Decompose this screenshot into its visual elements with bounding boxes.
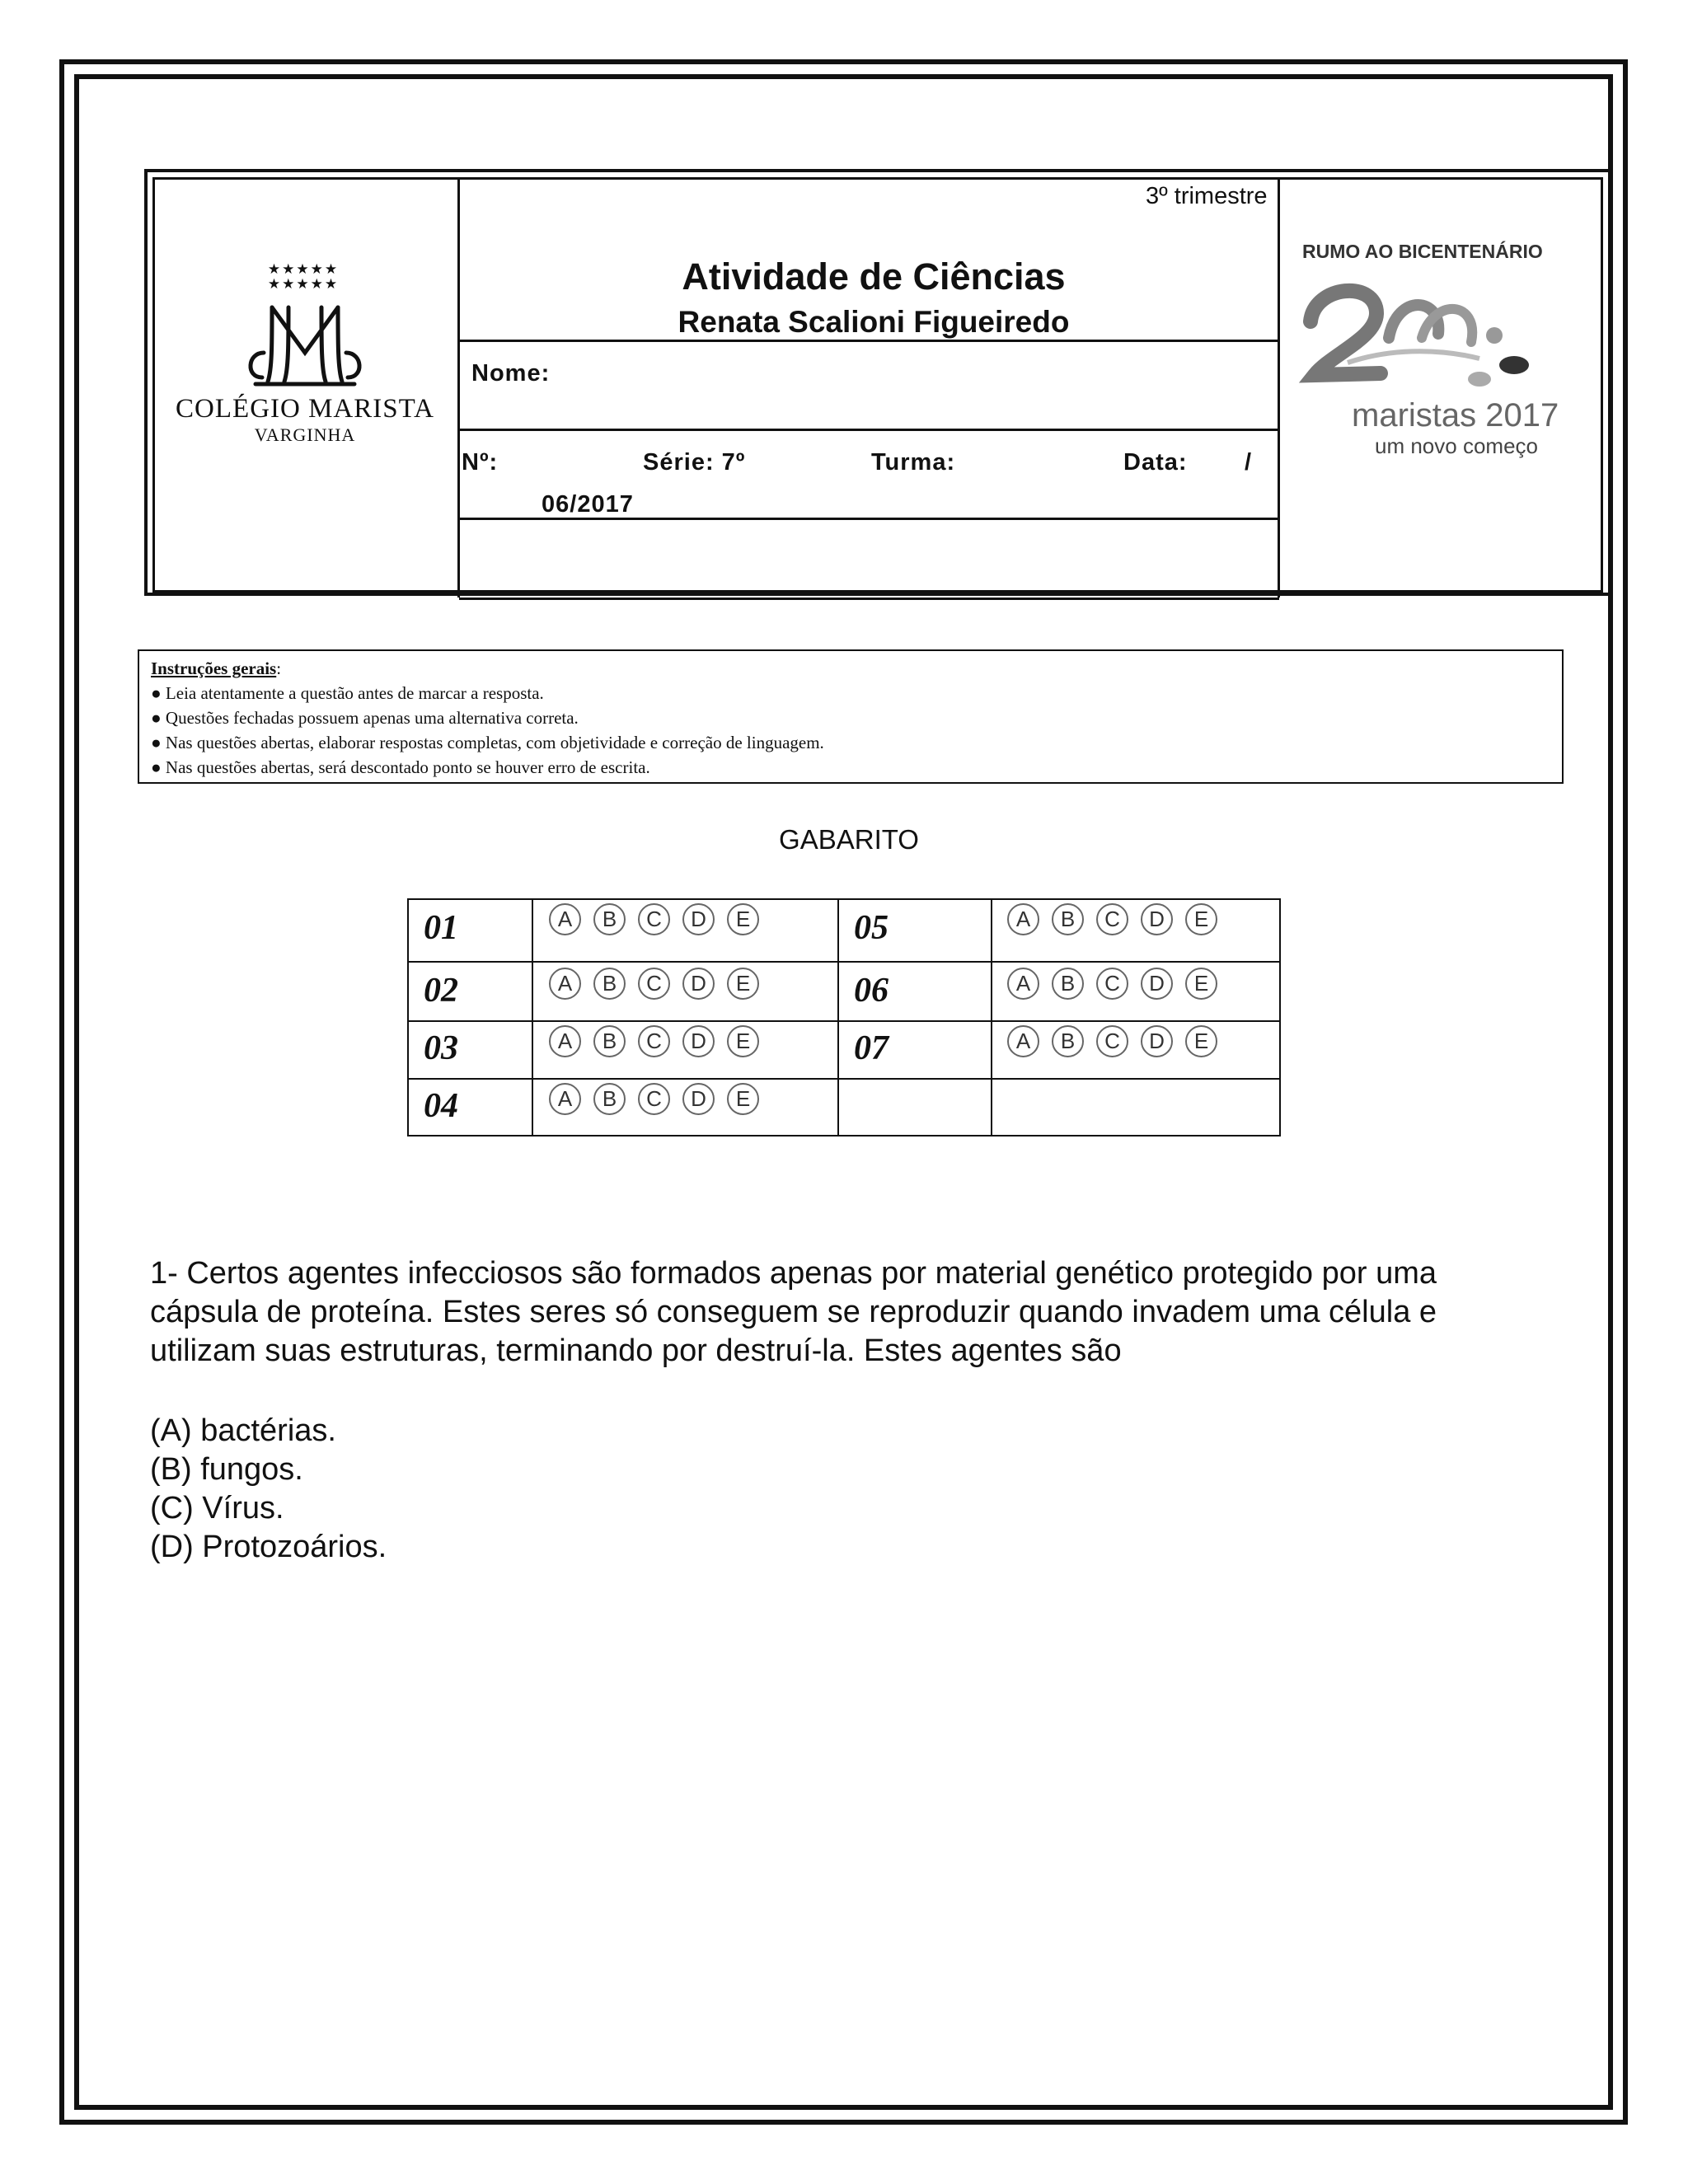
answer-bubble[interactable]: C [638, 968, 670, 1000]
instructions-title: Instruções gerais [151, 658, 277, 678]
answer-bubble[interactable]: E [727, 903, 759, 935]
header-divider-right [1278, 177, 1280, 598]
answer-bubble[interactable]: A [549, 903, 581, 935]
answer-bubble[interactable]: B [593, 1025, 626, 1057]
school-name: COLÉGIO MARISTA [176, 394, 434, 424]
answer-bubble[interactable]: A [1007, 1025, 1039, 1057]
answer-bubble[interactable]: D [1141, 968, 1173, 1000]
answer-bubble[interactable]: B [1052, 903, 1084, 935]
maristas-2017: maristas 2017 [1352, 397, 1559, 434]
data-slash: / [1245, 449, 1252, 476]
question-1-options [150, 1412, 387, 1567]
logo-stars: ★★★★★ ★★★★★ [267, 261, 340, 292]
instruction-item: ● Questões fechadas possuem apenas uma alternativa correta. [151, 708, 579, 728]
answer-bubbles-01 [549, 903, 759, 935]
date-value: 06/2017 [542, 491, 634, 518]
answer-bubbles-05 [1007, 903, 1217, 935]
instructions-title-line: Instruções gerais: [151, 658, 282, 678]
bicentenario-caption: RUMO AO BICENTENÁRIO [1302, 241, 1543, 262]
slogan: um novo começo [1375, 434, 1538, 458]
header-rule-5 [459, 598, 1279, 600]
answer-bubble[interactable]: A [1007, 903, 1039, 935]
answer-bubble[interactable]: A [549, 1083, 581, 1115]
answer-bubble[interactable]: B [593, 1083, 626, 1115]
question-option[interactable]: (C) Vírus. [150, 1491, 284, 1526]
school-city: VARGINHA [254, 424, 356, 445]
grid-hline [409, 1078, 1279, 1080]
instruction-item: ● Nas questões abertas, será descontado ponto se houver erro de escrita. [151, 757, 650, 777]
marista-monogram-icon [239, 295, 371, 394]
grid-vline [991, 900, 992, 1135]
answer-bubble[interactable]: D [682, 903, 715, 935]
answer-bubble[interactable]: A [1007, 968, 1039, 1000]
numero-field-label: Nº: [462, 449, 499, 476]
question-number: 02 [424, 972, 458, 1010]
answer-bubble[interactable]: D [1141, 903, 1173, 935]
grid-vline [837, 900, 839, 1135]
question-number: 04 [424, 1087, 458, 1125]
answer-bubble[interactable]: B [593, 968, 626, 1000]
answer-bubble[interactable]: C [638, 1025, 670, 1057]
instruction-item: ● Nas questões abertas, elaborar respostas completas, com objetividade e correção de linguagem. [151, 733, 824, 752]
instruction-item: ● Leia atentamente a questão antes de marcar a resposta. [151, 683, 544, 703]
answer-bubble[interactable]: C [638, 903, 670, 935]
nome-field-label: Nome: [471, 360, 551, 387]
serie-field-label: Série: 7º [643, 449, 746, 476]
answer-bubbles-06 [1007, 968, 1217, 1000]
answer-bubble[interactable]: E [727, 968, 759, 1000]
answer-bubble[interactable]: E [727, 1083, 759, 1115]
question-1-text: 1- Certos agentes infecciosos são formados apenas por material genético protegido por uma cápsula de proteína. Estes seres só conseguem se reproduzir quando invadem uma célula e utilizam suas estruturas, terminando por destruí-la. Estes agentes são [150, 1256, 1437, 1368]
answer-bubble[interactable]: A [549, 968, 581, 1000]
answer-bubble[interactable]: A [549, 1025, 581, 1057]
gabarito-title: GABARITO [779, 824, 919, 855]
answer-bubbles-07 [1007, 1025, 1217, 1057]
answer-bubble[interactable]: C [1096, 1025, 1128, 1057]
header-divider-left [457, 177, 460, 598]
answer-bubble[interactable]: E [1185, 903, 1217, 935]
answer-bubble[interactable]: D [682, 1025, 715, 1057]
answer-bubble[interactable]: C [638, 1083, 670, 1115]
turma-field-label: Turma: [871, 449, 956, 476]
teacher-name: Renata Scalioni Figueiredo [678, 305, 1070, 339]
grid-hline [409, 961, 1279, 963]
header-rule-2 [459, 429, 1279, 431]
grid-hline [409, 1020, 1279, 1022]
answer-bubble[interactable]: C [1096, 903, 1128, 935]
question-number: 01 [424, 909, 458, 947]
answer-bubble[interactable]: B [1052, 1025, 1084, 1057]
question-number: 07 [854, 1029, 889, 1067]
question-number: 05 [854, 909, 889, 947]
trimestre-label: 3º trimestre [1146, 183, 1268, 209]
header-rule-4 [459, 591, 1279, 593]
page-title: Atividade de Ciências [682, 255, 1066, 298]
answer-bubble[interactable]: B [593, 903, 626, 935]
answer-bubbles-03 [549, 1025, 759, 1057]
question-option[interactable]: (B) fungos. [150, 1452, 303, 1487]
answer-bubble[interactable]: D [1141, 1025, 1173, 1057]
answer-bubble[interactable]: E [1185, 968, 1217, 1000]
data-field-label: Data: [1123, 449, 1188, 476]
instructions-box [138, 649, 1564, 784]
answer-bubble[interactable]: E [727, 1025, 759, 1057]
grid-vline [532, 900, 533, 1135]
question-number: 06 [854, 972, 889, 1010]
answer-grid [407, 898, 1281, 1137]
answer-bubble[interactable]: D [682, 1083, 715, 1115]
header-rule-1 [459, 340, 1279, 342]
question-option[interactable]: (D) Protozoários. [150, 1530, 387, 1564]
answer-bubble[interactable]: B [1052, 968, 1084, 1000]
question-number: 03 [424, 1029, 458, 1067]
answer-bubbles-02 [549, 968, 759, 1000]
bicentenario-logo-icon [1298, 276, 1545, 400]
answer-bubble[interactable]: E [1185, 1025, 1217, 1057]
answer-bubbles-04 [549, 1083, 759, 1115]
answer-bubble[interactable]: D [682, 968, 715, 1000]
question-option[interactable]: (A) bactérias. [150, 1413, 336, 1448]
answer-bubble[interactable]: C [1096, 968, 1128, 1000]
